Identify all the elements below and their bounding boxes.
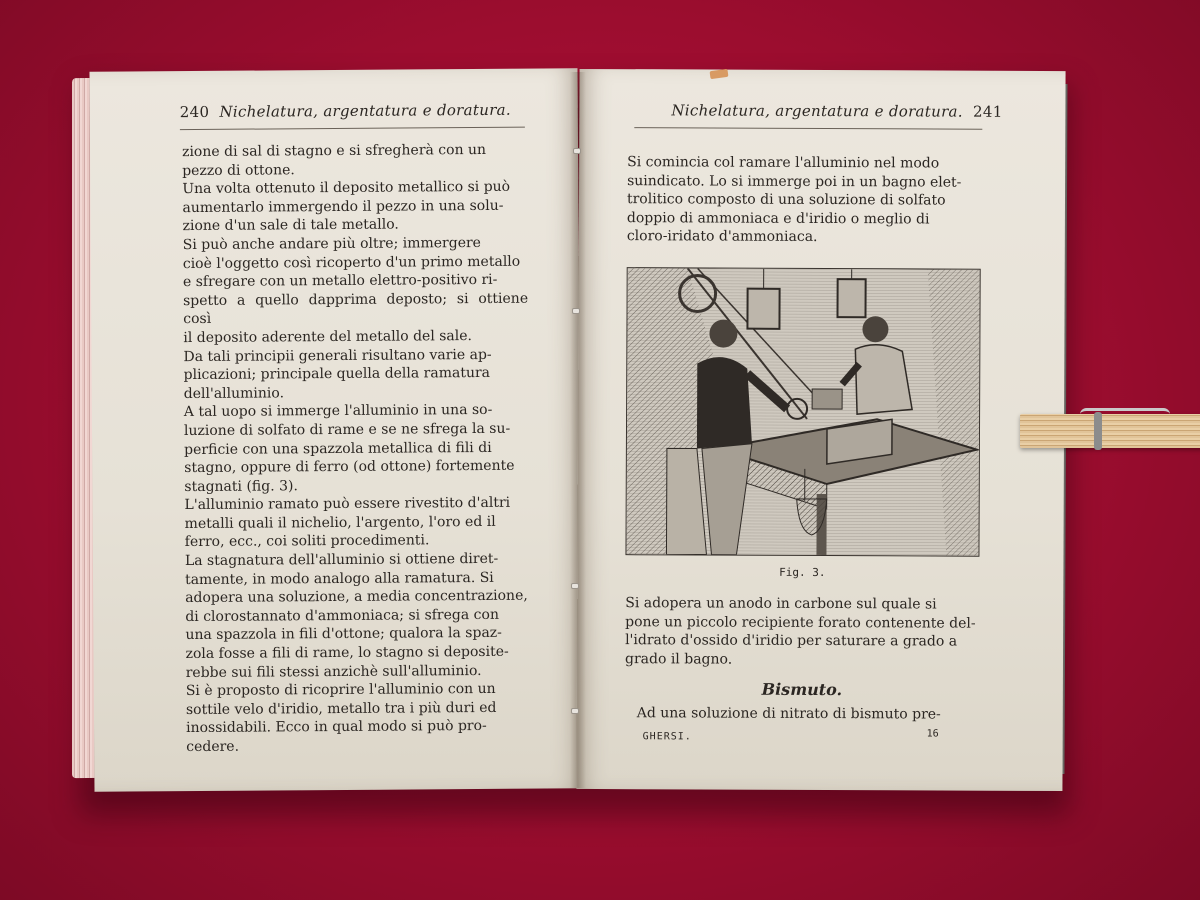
- text-line: La stagnatura dell'alluminio si ottiene diret-: [184, 550, 499, 570]
- text-line: dell'alluminio.: [183, 385, 285, 402]
- left-page-body: [182, 141, 531, 757]
- section-title: Bismuto.: [761, 679, 843, 700]
- text-line: zola fosse a fili di rame, lo stagno si deposite-: [185, 643, 509, 663]
- text-line: adopera una soluzione, a media concentrazione,: [185, 587, 528, 607]
- text-line: stagnati (fig. 3).: [184, 477, 298, 495]
- signature-number: 16: [926, 728, 939, 740]
- text-line: cioè l'oggetto così ricoperto d'un primo metallo: [182, 253, 521, 272]
- text-line: plicazioni; principale quella della ramatura: [183, 365, 491, 384]
- right-page-body-top: [627, 153, 982, 248]
- text-line: cloro-iridato d'ammoniaca.: [626, 228, 818, 246]
- right-page-body-bottom: [625, 594, 980, 670]
- left-page: [89, 68, 582, 791]
- text-line: grado il bagno.: [624, 650, 733, 668]
- clothespin-wood: [1020, 414, 1200, 448]
- right-page-header: [671, 101, 1002, 120]
- left-page-header: [180, 101, 511, 121]
- text-line: una spazzola in fili d'ottone; qualora la spaz-: [185, 625, 502, 644]
- text-line: e sfregare con un metallo elettro-positivo ri-: [182, 272, 498, 291]
- right-header-rule: [634, 127, 982, 130]
- binding-stitch: [572, 308, 580, 314]
- left-page-number: 240: [179, 102, 210, 122]
- text-line: suindicato. Lo si immerge poi in un bagno elet-: [627, 172, 962, 191]
- binding-stitch: [573, 148, 581, 154]
- workshop-illustration: [626, 268, 979, 556]
- text-line: doppio di ammoniaca e d'iridio o meglio di: [626, 209, 930, 228]
- signature-mark: GHERSI.: [642, 731, 692, 743]
- right-page: [576, 69, 1065, 791]
- text-line: pone un piccolo recipiente forato contenente del-: [625, 613, 976, 632]
- text-line: di clorostannato d'ammoniaca; si sfrega con: [185, 606, 499, 625]
- text-line: luzione di solfato di rame e se ne sfrega la su-: [183, 420, 511, 439]
- text-line: Da tali principii generali risultano varie ap-: [183, 346, 492, 365]
- wooden-clothespin: [1020, 408, 1200, 452]
- text-line: Si comincia col ramare l'alluminio nel modo: [627, 154, 940, 172]
- text-line: stagno, oppure di ferro (od ottone) fortemente: [184, 457, 515, 477]
- text-line: zione d'un sale di tale metallo.: [182, 216, 399, 235]
- text-line: trolitico composto di una soluzione di solfato: [626, 191, 946, 209]
- text-line: Si può anche andare più oltre; immergere: [182, 234, 482, 254]
- text-line: L'alluminio ramato può essere rivestito d'altri: [184, 495, 511, 514]
- text-line: spetto a quello dapprima deposto; si ottiene così: [183, 290, 529, 328]
- book-gutter: [570, 72, 586, 788]
- text-line: perficie con una spazzola metallica di fili di: [184, 439, 492, 458]
- right-page-last-line: Ad una soluzione di nitrato di bismuto pre-: [636, 705, 941, 723]
- text-line: inossidabili. Ecco in qual modo si può pro-: [186, 718, 487, 737]
- text-line: cedere.: [186, 738, 240, 756]
- text-line: aumentarlo immergendo il pezzo in una solu-: [182, 197, 504, 216]
- text-line: Si adopera un anodo in carbone sul quale si: [625, 595, 937, 613]
- right-page-number: 241: [972, 102, 1003, 121]
- left-header-rule: [180, 127, 525, 130]
- text-line: tamente, in modo analogo alla ramatura. Si: [184, 569, 494, 588]
- clothespin-coil: [1094, 412, 1102, 450]
- text-line: rebbe sui fili stessi anzichè sull'alluminio.: [185, 662, 482, 681]
- text-line: zione di sal di stagno e si sfregherà con un: [182, 141, 487, 161]
- text-line: A tal uopo si immerge l'alluminio in una so-: [183, 402, 493, 421]
- text-line: sottile velo d'iridio, metallo tra i più duri ed: [185, 699, 497, 718]
- binding-stitch: [571, 708, 579, 714]
- text-line: il deposito aderente del metallo del sale.: [183, 327, 473, 347]
- figure-caption: Fig. 3.: [779, 565, 826, 580]
- binding-stitch: [571, 583, 579, 589]
- text-line: ferro, ecc., coi soliti procedimenti.: [184, 532, 430, 551]
- text-line: pezzo di ottone.: [182, 161, 295, 179]
- text-line: l'idrato d'ossido d'iridio per saturare a grado a: [625, 632, 958, 650]
- text-line: Una volta ottenuto il deposito metallico si può: [182, 178, 511, 198]
- right-header-title: Nichelatura, argentatura e doratura.: [671, 101, 963, 121]
- engraving-illustration: [625, 267, 980, 557]
- text-line: metalli quali il nichelio, l'argento, l'oro ed il: [184, 513, 496, 532]
- left-header-title: Nichelatura, argentatura e doratura.: [219, 100, 512, 121]
- text-line: Si è proposto di ricoprire l'alluminio con un: [185, 681, 496, 700]
